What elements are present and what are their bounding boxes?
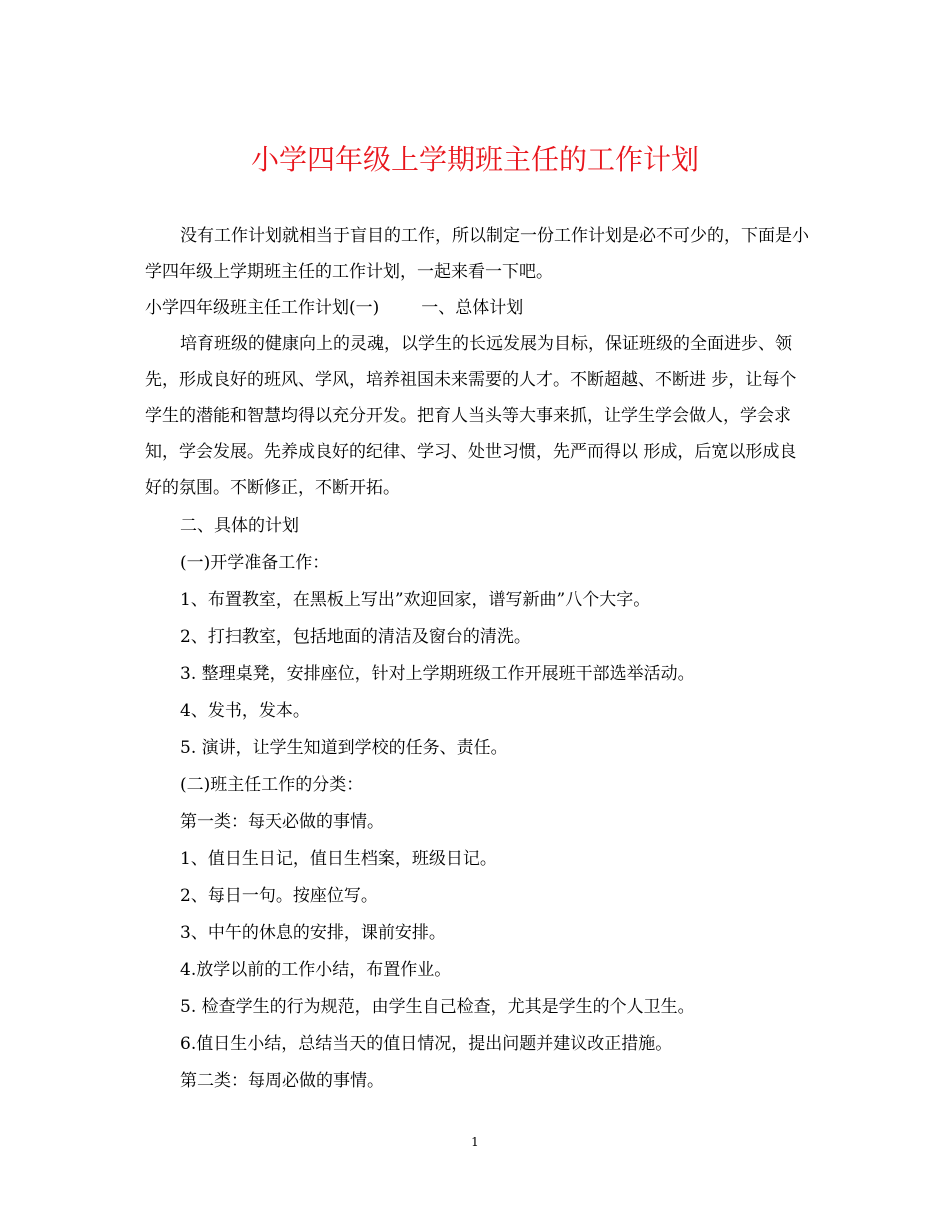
list-item: 第二类：每周必做的事情。 — [180, 1071, 384, 1091]
plan-heading-title: 小学四年级班主任工作计划(一) — [145, 298, 380, 318]
plan-heading-section: 一、总体计划 — [421, 298, 524, 318]
list-item: 4.放学以前的工作小结，布置作业。 — [180, 960, 452, 980]
list-item: (二)班主任工作的分类： — [180, 775, 364, 795]
list-item: 1、值日生日记，值日生档案，班级日记。 — [180, 849, 497, 869]
list-item: 3. 整理桌凳，安排座位，针对上学期班级工作开展班干部选举活动。 — [180, 664, 695, 684]
intro-paragraph: 没有工作计划就相当于盲目的工作，所以制定一份工作计划是必不可少的，下面是小学四年级上学期班主任的工作计划，一起来看一下吧。 — [145, 226, 809, 282]
list-item: 2、打扫教室，包括地面的清洁及窗台的清洗。 — [180, 627, 531, 647]
list-item: 6.值日生小结，总结当天的值日情况，提出问题并建议改正措施。 — [180, 1034, 673, 1054]
document-title: 小学四年级上学期班主任的工作计划 — [250, 143, 699, 176]
list-item: 3、中午的休息的安排，课前安排。 — [180, 923, 446, 943]
page-number: 1 — [471, 1135, 479, 1149]
overall-plan-paragraph: 培育班级的健康向上的灵魂，以学生的长远发展为目标，保证班级的全面进步、领先，形成良好的班风、学风，培养祖国未来需要的人才。不断超越、不断进 步，让每个学生的潜能和智慧均得以充分开发。把育人当头等大事来抓，让学生学会做人，学会求知，学会发展。先养成良好的纪律、学习、处世习惯，先严而得以 形成，后宽以形成良好的氛围。不断修正，不断开拓。 — [145, 334, 797, 498]
list-item: 5. 演讲，让学生知道到学校的任务、责任。 — [180, 738, 508, 758]
list-item: 第一类：每天必做的事情。 — [180, 812, 384, 832]
list-item: 5. 检查学生的行为规范，由学生自己检查，尤其是学生的个人卫生。 — [180, 997, 695, 1017]
list-item: 2、每日一句。按座位写。 — [180, 886, 378, 906]
list-item: 1、布置教室，在黑板上写出”欢迎回家，谱写新曲”八个大字。 — [180, 590, 651, 610]
list-item: 二、具体的计划 — [180, 516, 299, 536]
plan-heading — [145, 290, 523, 326]
list-item: 4、发书，发本。 — [180, 701, 310, 721]
list-item: (一)开学准备工作： — [180, 553, 330, 573]
